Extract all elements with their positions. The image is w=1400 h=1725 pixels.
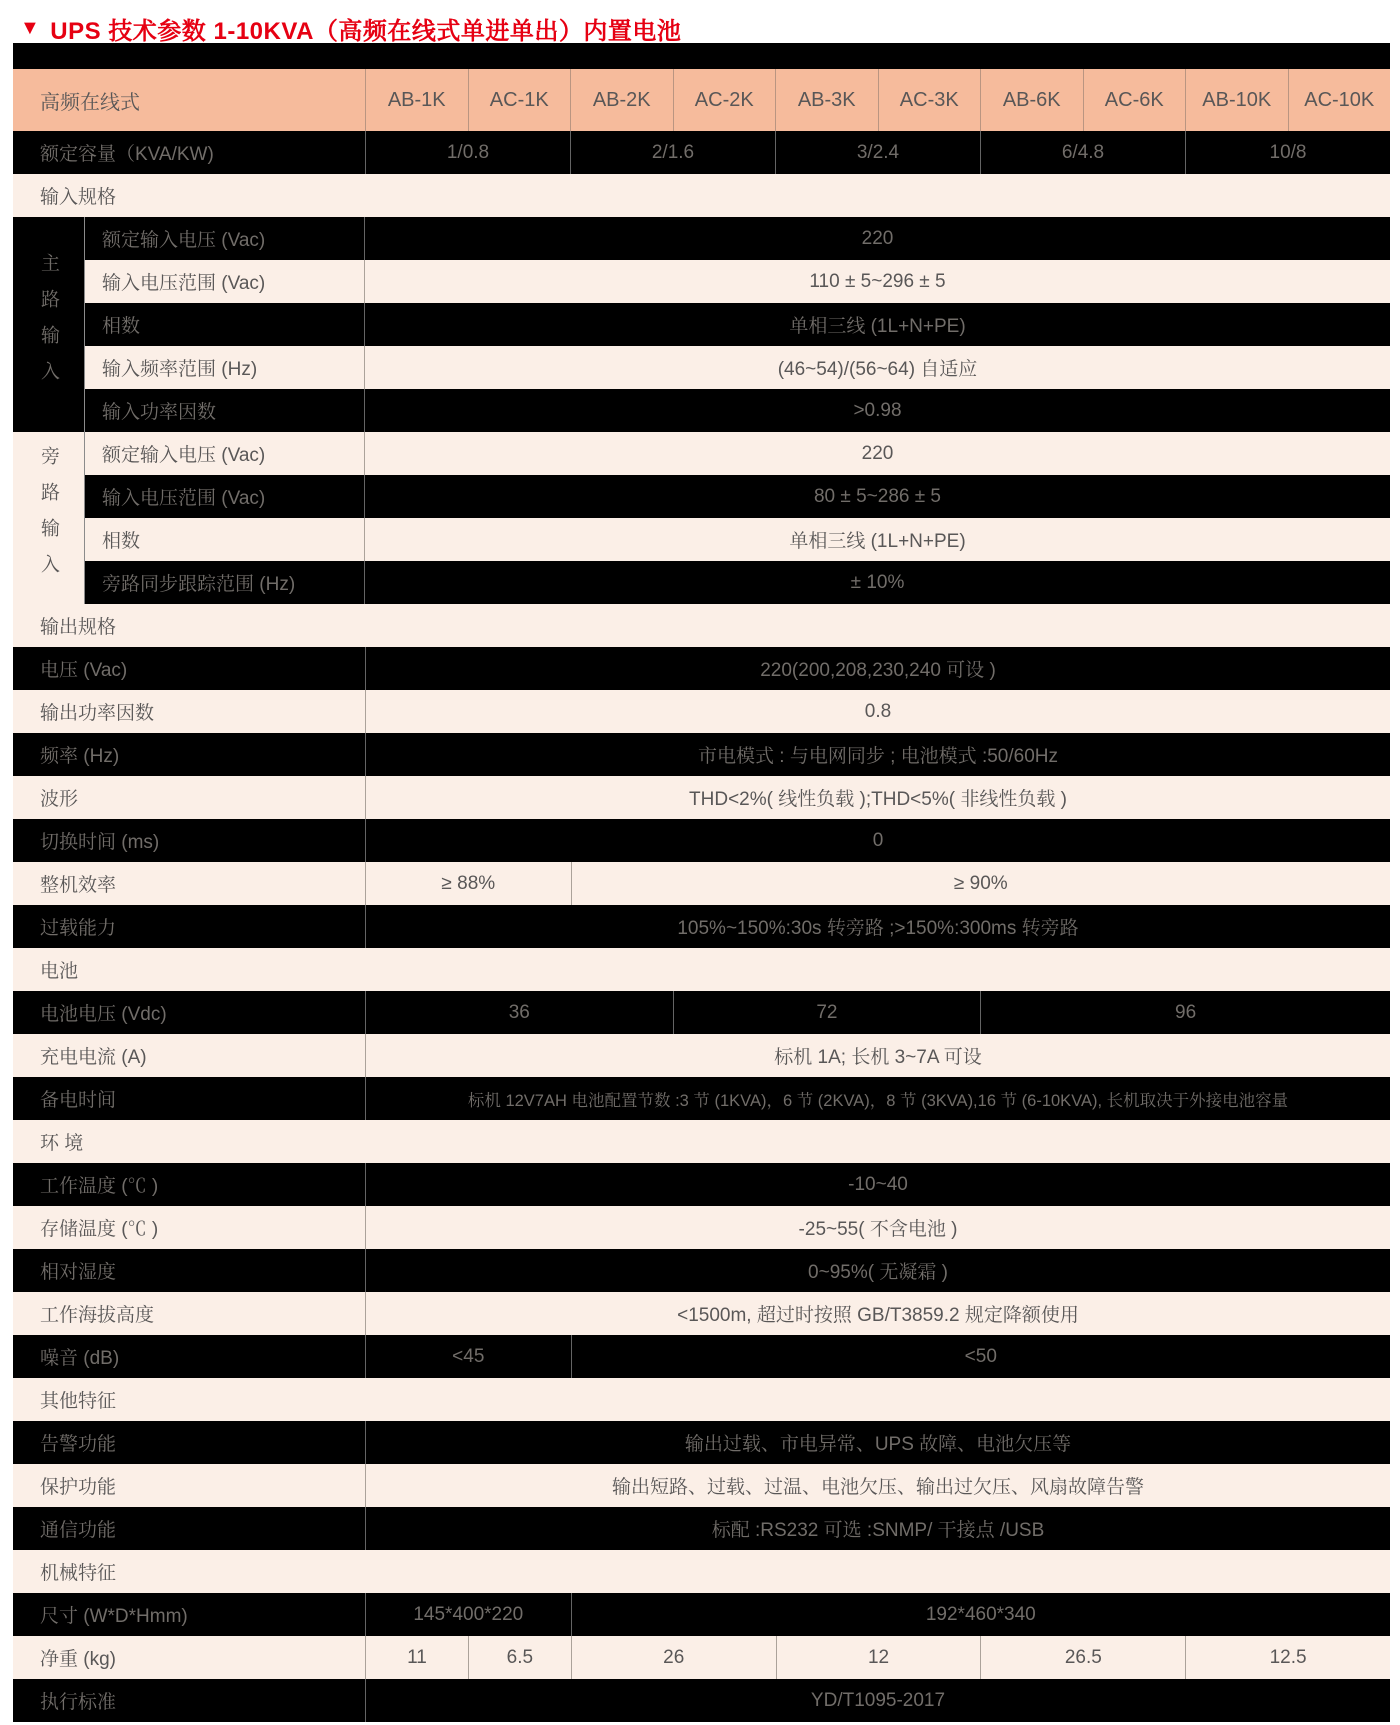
row-storage-temp bbox=[13, 1206, 1390, 1249]
cell-value: -25~55( 不含电池 ) bbox=[365, 1206, 1390, 1249]
row-input-freq-range bbox=[85, 346, 1390, 389]
row-rated-input-voltage bbox=[85, 217, 1390, 260]
row-transfer-time bbox=[13, 819, 1390, 862]
cell-value: <1500m, 超过时按照 GB/T3859.2 规定降额使用 bbox=[365, 1292, 1390, 1335]
row-label: 输出功率因数 bbox=[40, 703, 155, 724]
row-label: 相数 bbox=[102, 316, 141, 337]
cell-value: 单相三线 (1L+N+PE) bbox=[364, 518, 1390, 561]
cell-value: THD<2%( 线性负载 );THD<5%( 非线性负载 ) bbox=[365, 776, 1390, 819]
row-label: 过载能力 bbox=[40, 918, 117, 939]
row-input-voltage-range bbox=[85, 260, 1390, 303]
cell-efficiency-rest: ≥ 90% bbox=[571, 862, 1390, 905]
row-bypass-sync-range bbox=[85, 561, 1390, 604]
row-output-power-factor bbox=[13, 690, 1390, 733]
section-row-input-spec: 输入规格 bbox=[13, 174, 1390, 217]
row-label: 旁路同步跟踪范围 (Hz) bbox=[102, 574, 296, 595]
row-label: 尺寸 (W*D*Hmm) bbox=[40, 1606, 188, 1627]
column-header-model: AB-6K bbox=[980, 69, 1083, 131]
row-net-weight bbox=[13, 1636, 1390, 1679]
row-input-power-factor bbox=[85, 389, 1390, 432]
section-row-other-features: 其他特征 bbox=[13, 1378, 1390, 1421]
cell-value: 220 bbox=[364, 217, 1390, 260]
section-row-battery: 电池 bbox=[13, 948, 1390, 991]
group-bypass-input bbox=[13, 432, 1390, 604]
row-label: 额定容量（KVA/KW) bbox=[40, 144, 214, 165]
cell-value: 220(200,208,230,240 可设 ) bbox=[365, 647, 1390, 690]
cell-battery-voltage: 72 bbox=[673, 991, 981, 1034]
row-label: 输入电压范围 (Vac) bbox=[102, 273, 266, 294]
row-working-temp bbox=[13, 1163, 1390, 1206]
row-label: 通信功能 bbox=[40, 1520, 117, 1541]
cell-value: 0.8 bbox=[365, 690, 1390, 733]
cell-weight: 26 bbox=[571, 1636, 776, 1679]
row-bypass-rated-voltage bbox=[85, 432, 1390, 475]
cell-capacity: 10/8 bbox=[1185, 131, 1390, 174]
row-dimensions bbox=[13, 1593, 1390, 1636]
cell-value: ± 10% bbox=[364, 561, 1390, 604]
column-header-model: AB-1K bbox=[365, 69, 468, 131]
row-bypass-phase bbox=[85, 518, 1390, 561]
row-label: 切换时间 (ms) bbox=[40, 832, 160, 853]
row-label: 频率 (Hz) bbox=[40, 746, 120, 767]
cell-value: 标机 1A; 长机 3~7A 可设 bbox=[365, 1034, 1390, 1077]
cell-weight: 12.5 bbox=[1185, 1636, 1390, 1679]
cell-value: 110 ± 5~296 ± 5 bbox=[364, 260, 1390, 303]
column-header-model: AB-10K bbox=[1185, 69, 1288, 131]
group-label-bypass-input: 旁路输入 bbox=[13, 432, 85, 604]
cell-battery-voltage: 36 bbox=[365, 991, 673, 1034]
column-header-model: AC-3K bbox=[878, 69, 981, 131]
row-label: 整机效率 bbox=[40, 875, 117, 896]
header-row bbox=[13, 69, 1390, 131]
column-header-model: AB-3K bbox=[775, 69, 878, 131]
row-phase bbox=[85, 303, 1390, 346]
page-title bbox=[13, 13, 1390, 43]
row-label: 告警功能 bbox=[40, 1434, 117, 1455]
section-row-environment: 环 境 bbox=[13, 1120, 1390, 1163]
column-header-model: AB-2K bbox=[570, 69, 673, 131]
row-label: 额定输入电压 (Vac) bbox=[102, 445, 266, 466]
cell-value: 市电模式 : 与电网同步 ; 电池模式 :50/60Hz bbox=[365, 733, 1390, 776]
row-output-frequency bbox=[13, 733, 1390, 776]
row-label: 备电时间 bbox=[40, 1090, 117, 1111]
row-label: 相对湿度 bbox=[40, 1262, 117, 1283]
group-main-input bbox=[13, 217, 1390, 432]
cell-value: >0.98 bbox=[364, 389, 1390, 432]
cell-value: 输出短路、过载、过温、电池欠压、输出过欠压、风扇故障告警 bbox=[365, 1464, 1390, 1507]
row-battery-voltage bbox=[13, 991, 1390, 1034]
cell-value: 标机 12V7AH 电池配置节数 :3 节 (1KVA)，6 节 (2KVA)，8 节 (3KVA),16 节 (6-10KVA), 长机取决于外接电池容量 bbox=[365, 1077, 1390, 1120]
cell-value: 220 bbox=[364, 432, 1390, 475]
row-label: 噪音 (dB) bbox=[40, 1348, 120, 1369]
cell-capacity: 6/4.8 bbox=[980, 131, 1185, 174]
row-label: 电池电压 (Vdc) bbox=[40, 1004, 167, 1025]
row-alarm bbox=[13, 1421, 1390, 1464]
cell-capacity: 2/1.6 bbox=[570, 131, 775, 174]
cell-value: -10~40 bbox=[365, 1163, 1390, 1206]
row-label: 相数 bbox=[102, 531, 141, 552]
group-rows-bypass-input bbox=[85, 432, 1390, 604]
cell-efficiency-1k: ≥ 88% bbox=[365, 862, 571, 905]
row-label: 输入电压范围 (Vac) bbox=[102, 488, 266, 509]
cell-value: (46~54)/(56~64) 自适应 bbox=[364, 346, 1390, 389]
cell-dim-1k: 145*400*220 bbox=[365, 1593, 571, 1636]
cell-value: 0~95%( 无凝霜 ) bbox=[365, 1249, 1390, 1292]
cell-value: 标配 :RS232 可选 :SNMP/ 干接点 /USB bbox=[365, 1507, 1390, 1550]
row-label: 保护功能 bbox=[40, 1477, 117, 1498]
cell-weight: 6.5 bbox=[468, 1636, 571, 1679]
cell-capacity: 3/2.4 bbox=[775, 131, 980, 174]
row-protection bbox=[13, 1464, 1390, 1507]
row-label: 额定输入电压 (Vac) bbox=[102, 230, 266, 251]
row-standard bbox=[13, 1679, 1390, 1722]
row-noise bbox=[13, 1335, 1390, 1378]
cell-value: 105%~150%:30s 转旁路 ;>150%:300ms 转旁路 bbox=[365, 905, 1390, 948]
cell-value: 输出过载、市电异常、UPS 故障、电池欠压等 bbox=[365, 1421, 1390, 1464]
cell-weight: 26.5 bbox=[980, 1636, 1185, 1679]
row-output-voltage bbox=[13, 647, 1390, 690]
row-humidity bbox=[13, 1249, 1390, 1292]
section-row-mechanical: 机械特征 bbox=[13, 1550, 1390, 1593]
row-label: 输入频率范围 (Hz) bbox=[102, 359, 258, 380]
section-row-output-spec: 输出规格 bbox=[13, 604, 1390, 647]
cell-noise-rest: <50 bbox=[571, 1335, 1390, 1378]
row-label: 工作温度 (℃ ) bbox=[40, 1176, 159, 1197]
cell-capacity: 1/0.8 bbox=[365, 131, 570, 174]
cell-weight: 12 bbox=[776, 1636, 981, 1679]
row-waveform bbox=[13, 776, 1390, 819]
column-header-model: AC-10K bbox=[1288, 69, 1391, 131]
row-label: 存储温度 (℃ ) bbox=[40, 1219, 159, 1240]
row-efficiency bbox=[13, 862, 1390, 905]
row-bypass-voltage-range bbox=[85, 475, 1390, 518]
cell-value: 单相三线 (1L+N+PE) bbox=[364, 303, 1390, 346]
spec-table bbox=[13, 69, 1390, 1722]
cell-dim-rest: 192*460*340 bbox=[571, 1593, 1390, 1636]
column-header-model: AC-6K bbox=[1083, 69, 1186, 131]
row-overload bbox=[13, 905, 1390, 948]
cell-value: 0 bbox=[365, 819, 1390, 862]
page-title-text: UPS 技术参数 1-10KVA（高频在线式单进单出）内置电池 bbox=[50, 17, 682, 45]
row-altitude bbox=[13, 1292, 1390, 1335]
row-label: 工作海拔高度 bbox=[40, 1305, 155, 1326]
row-backup-time bbox=[13, 1077, 1390, 1120]
cell-value: 80 ± 5~286 ± 5 bbox=[364, 475, 1390, 518]
column-header-model: AC-1K bbox=[468, 69, 571, 131]
cell-battery-voltage: 96 bbox=[980, 991, 1390, 1034]
row-rated-capacity bbox=[13, 131, 1390, 174]
down-triangle-icon: ▼ bbox=[20, 17, 41, 39]
row-charge-current bbox=[13, 1034, 1390, 1077]
cell-value: YD/T1095-2017 bbox=[365, 1679, 1390, 1722]
row-label: 电压 (Vac) bbox=[40, 660, 128, 681]
row-label: 波形 bbox=[40, 789, 79, 810]
cell-weight: 11 bbox=[365, 1636, 468, 1679]
column-header-model: AC-2K bbox=[673, 69, 776, 131]
row-label: 输入功率因数 bbox=[102, 402, 217, 423]
row-label: 执行标准 bbox=[40, 1692, 117, 1713]
cell-noise-1k: <45 bbox=[365, 1335, 571, 1378]
header-first-col: 高频在线式 bbox=[40, 91, 140, 114]
row-label: 充电电流 (A) bbox=[40, 1047, 147, 1068]
group-rows-main-input bbox=[85, 217, 1390, 432]
title-underline-bar bbox=[13, 43, 1390, 69]
group-label-main-input: 主路输入 bbox=[13, 217, 85, 432]
row-communication bbox=[13, 1507, 1390, 1550]
row-label: 净重 (kg) bbox=[40, 1649, 117, 1670]
